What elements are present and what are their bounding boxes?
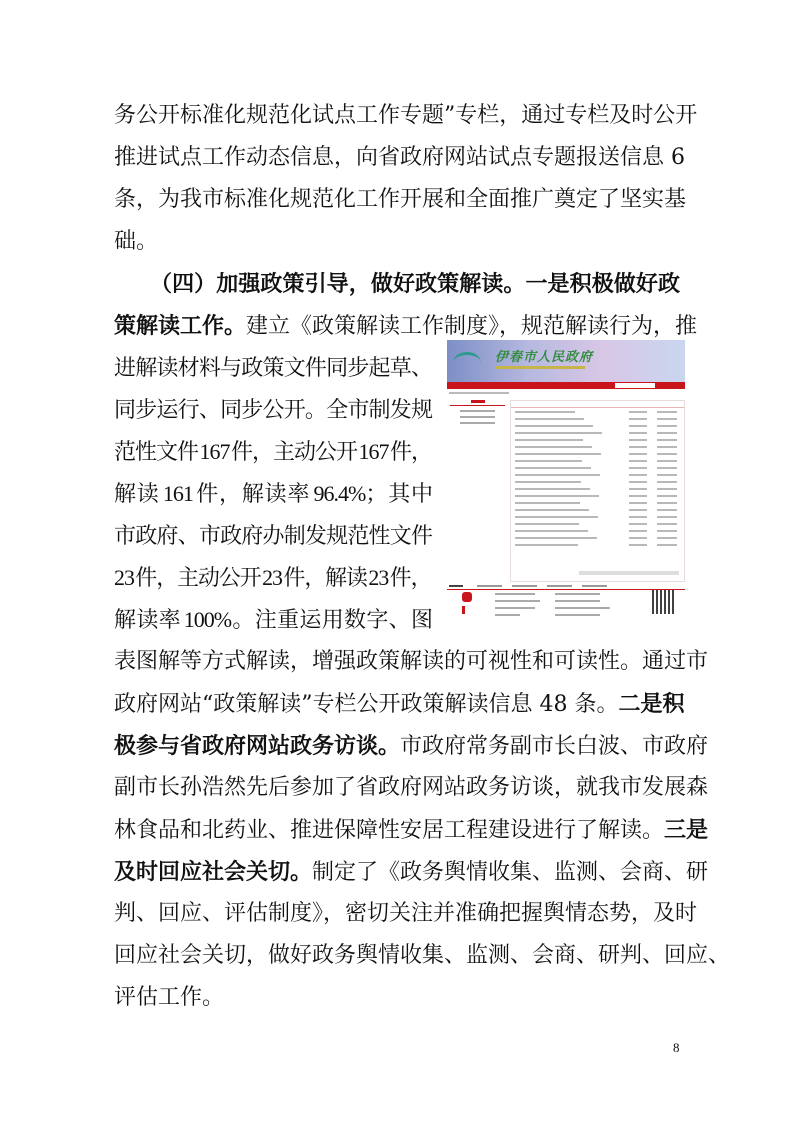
text-line: 范性文件 167 件，主动公开 167 件， — [114, 439, 433, 464]
table-row[interactable] — [511, 422, 684, 429]
site-nav-bar — [447, 382, 685, 389]
table-row[interactable] — [511, 471, 684, 478]
table-row[interactable] — [511, 443, 684, 450]
text-line: 同步运行、同步公开。全市制发规 — [114, 397, 432, 422]
site-logo-icon — [453, 352, 481, 373]
site-sidebar — [450, 400, 505, 428]
text-span: 林食品和北药业、推进保障性安居工程建设进行了解读。 — [114, 818, 665, 843]
site-banner — [447, 340, 685, 382]
text-line: 判、回应、评估制度》，密切关注并准确把握舆情态势，及时 — [114, 901, 698, 926]
bold-lead: 极参与省政府网站政务访谈。 — [114, 733, 401, 759]
policy-list — [511, 408, 684, 548]
text-line — [114, 857, 709, 887]
text-line: 回应社会关切，做好政务舆情收集、监测、会商、研判、回应、 — [114, 943, 731, 968]
table-row[interactable] — [511, 415, 684, 422]
text-span: 政府网站“政策解读”专栏公开政策解读信息 48 条。 — [114, 692, 619, 717]
table-row[interactable] — [511, 408, 684, 415]
text-line: 础。 — [114, 229, 159, 254]
bold-lead: 三是 — [664, 817, 709, 843]
text-line: 进解读材料与政策文件同步起草、 — [114, 355, 432, 380]
site-title: 伊春市人民政府 — [495, 350, 594, 365]
section-heading: （四）加强政策引导，做好政策解读。 — [150, 271, 526, 297]
policy-list-panel — [510, 400, 685, 582]
table-row[interactable] — [511, 492, 684, 499]
section-heading-line — [150, 269, 680, 299]
bold-lead: 及时回应社会关切。 — [114, 859, 313, 885]
text-line: 推进试点工作动态信息，向省政府网站试点专题报送信息 6 — [114, 145, 685, 170]
text-line: 市政府、市政府办制发规范性文件 — [114, 523, 432, 548]
text-line — [114, 311, 698, 341]
qr-code — [652, 590, 676, 614]
text-line — [114, 815, 709, 845]
table-row[interactable] — [511, 457, 684, 464]
text-line: 评估工作。 — [114, 985, 225, 1010]
table-row[interactable] — [511, 534, 684, 541]
table-row[interactable] — [511, 527, 684, 534]
site-footer-links — [447, 583, 685, 590]
table-row[interactable] — [511, 541, 684, 548]
table-row[interactable] — [511, 478, 684, 485]
table-row[interactable] — [511, 520, 684, 527]
breadcrumb — [449, 392, 509, 394]
text-span: 建立《政策解读工作制度》，规范解读行为，推 — [246, 314, 698, 339]
text-span: 制定了《政务舆情收集、监测、会商、研 — [312, 860, 709, 885]
emblem-icon — [462, 592, 472, 602]
text-line: 解读 161 件，解读率 96.4%；其中 — [114, 481, 432, 506]
table-row[interactable] — [511, 436, 684, 443]
text-line — [114, 689, 685, 719]
website-screenshot — [447, 340, 685, 620]
pagination — [579, 571, 679, 575]
text-line: 解读率 100%。注重运用数字、图 — [114, 607, 432, 632]
bold-lead: 策解读工作。 — [114, 313, 247, 339]
text-line: 23 件，主动公开 23 件，解读 23 件， — [114, 565, 432, 590]
text-line: 务公开标准化规范化试点工作专题”专栏，通过专栏及时公开 — [114, 103, 698, 128]
text-line: 表图解等方式解读，增强政策解读的可视性和可读性。通过市 — [114, 649, 709, 674]
bold-lead: 二是积 — [618, 691, 685, 717]
site-search-box — [615, 383, 655, 388]
text-line: 条，为我市标准化规范化工作开展和全面推广奠定了坚实基 — [114, 187, 687, 212]
site-subtitle — [495, 366, 585, 369]
table-row[interactable] — [511, 506, 684, 513]
table-row[interactable] — [511, 450, 684, 457]
table-row[interactable] — [511, 464, 684, 471]
table-row[interactable] — [511, 513, 684, 520]
text-span: 市政府常务副市长白波、市政府 — [400, 734, 709, 759]
table-row[interactable] — [511, 429, 684, 436]
text-line: 副市长孙浩然先后参加了省政府网站政务访谈，就我市发展森 — [114, 775, 709, 800]
bold-lead: 一是积极做好政 — [525, 271, 680, 297]
table-row[interactable] — [511, 499, 684, 506]
text-line — [114, 731, 709, 761]
error-report-icon — [462, 606, 477, 614]
table-row[interactable] — [511, 485, 684, 492]
page-number: 8 — [673, 1040, 680, 1055]
